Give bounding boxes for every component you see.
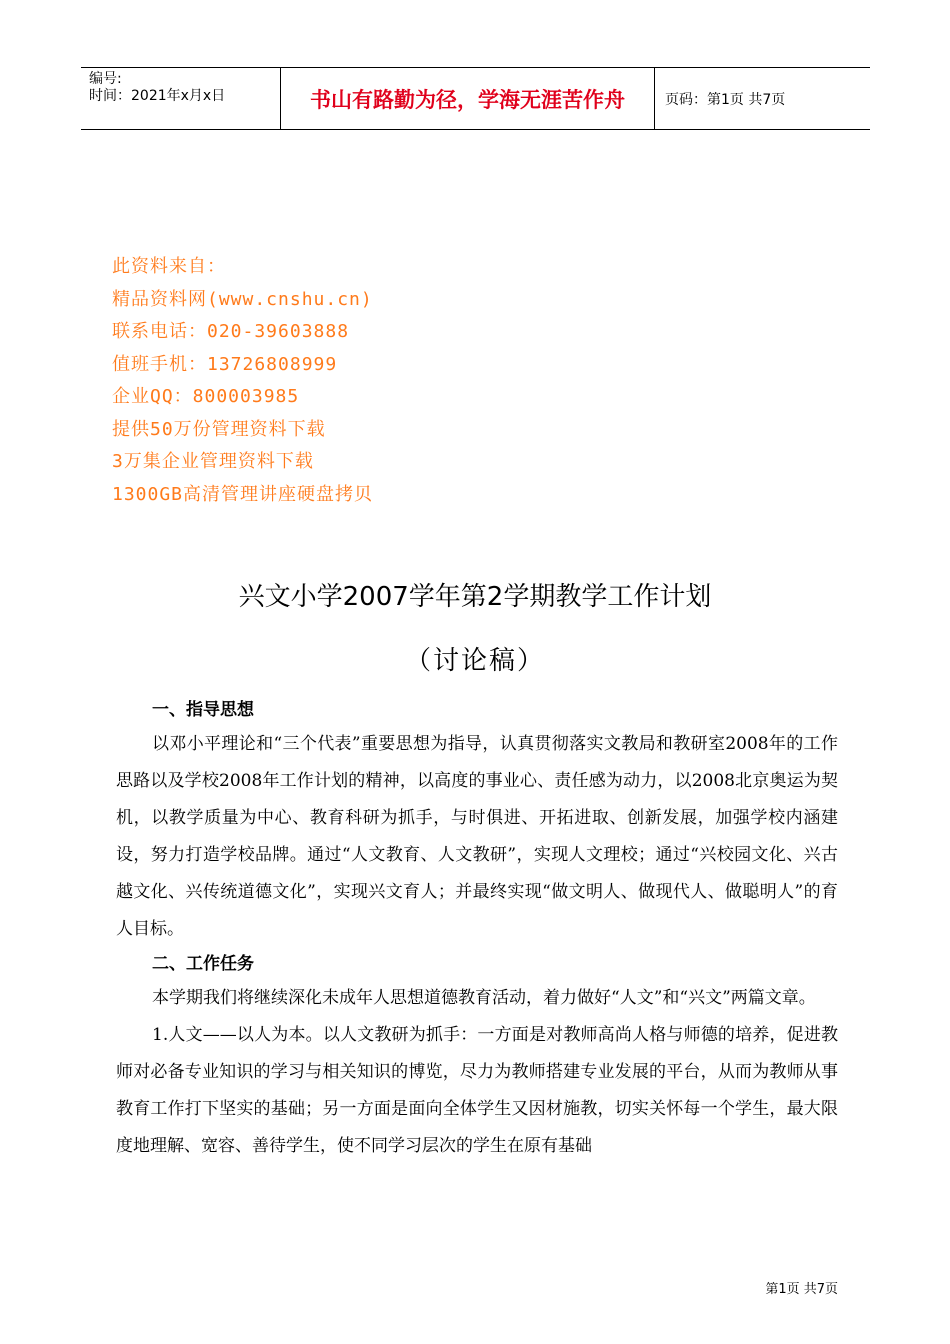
- paragraph: 以邓小平理论和“三个代表”重要思想为指导，认真贯彻落实文教局和教研室2008年的工作思路以及学校2008年工作计划的精神，以高度的事业心、责任感为动力，以2008北京奥运为契机，以教学质量为中心、教育科研为抓手，与时俱进、开拓进取、创新发展，加强学校内涵建设，努力打造学校品牌。通过“人文教育、人文教研”，实现人文理校；通过“兴校园文化、兴古越文化、兴传统道德文化”，实现兴文育人；并最终实现“做文明人、做现代人、做聪明人”的育人目标。: [116, 734, 838, 939]
- number-label: 编号:: [89, 71, 122, 87]
- header-page-info: 页码：第1页 共7页: [665, 91, 786, 108]
- document-body: [116, 694, 838, 1165]
- source-mobile-line: 值班手机：13726808999: [112, 353, 338, 375]
- time-label: 时间：2021年x月x日: [89, 88, 226, 104]
- header-motto: 书山有路勤为径，学海无涯苦作舟: [281, 68, 655, 129]
- source-line: 1300GB高清管理讲座硬盘拷贝: [112, 483, 374, 505]
- source-website-line: 精品资料网(www.cnshu.cn): [112, 288, 373, 310]
- source-line: 提供50万份管理资料下载: [112, 418, 326, 440]
- source-phone-line: 联系电话：020-39603888: [112, 321, 350, 342]
- document-subtitle: （讨论稿）: [404, 646, 545, 676]
- source-block: [112, 251, 373, 511]
- paragraph: 本学期我们将继续深化未成年人思想道德教育活动，着力做好“人文”和“兴文”两篇文章。: [152, 988, 816, 1008]
- source-line: 此资料来自：: [112, 256, 226, 277]
- section-heading: 一、指导思想: [152, 700, 254, 720]
- source-qq-line: 企业QQ：800003985: [112, 386, 300, 407]
- document-title: 兴文小学2007学年第2学期教学工作计划: [238, 582, 712, 612]
- source-line: 3万集企业管理资料下载: [112, 451, 314, 472]
- section-heading: 二、工作任务: [152, 954, 254, 974]
- header-meta: [81, 68, 281, 129]
- document-header: [81, 67, 870, 130]
- page-footer: 第1页 共7页: [765, 1282, 838, 1297]
- paragraph: 1.人文——以人为本。以人文教研为抓手：一方面是对教师高尚人格与师德的培养，促进教师对必备专业知识的学习与相关知识的博览，尽力为教师搭建专业发展的平台，从而为教师从事教育工作打下坚实的基础；另一方面是面向全体学生又因材施教，切实关怀每一个学生，最大限度地理解、宽容、善待学生，使不同学习层次的学生在原有基础: [116, 1025, 838, 1156]
